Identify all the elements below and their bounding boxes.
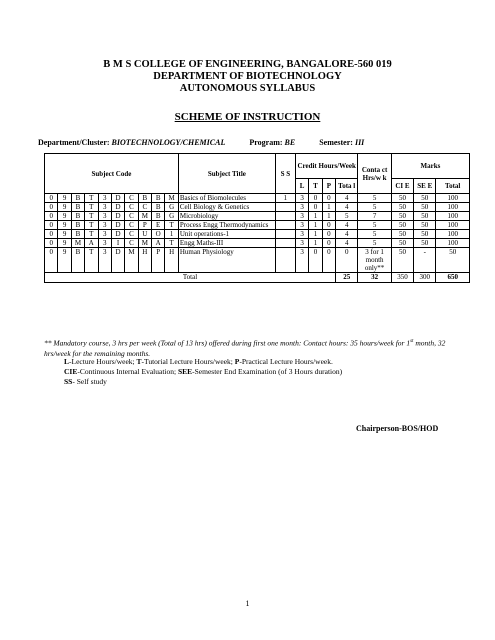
code-char: G bbox=[165, 203, 178, 212]
college-name: B M S COLLEGE OF ENGINEERING, BANGALORE-560 019 bbox=[103, 59, 392, 70]
subject-title: Microbiology bbox=[178, 212, 275, 221]
cie-value: 50 bbox=[391, 239, 413, 248]
see-value: 50 bbox=[414, 194, 436, 203]
header-t: T bbox=[309, 179, 322, 194]
totals-row bbox=[45, 273, 470, 283]
l-key: L bbox=[64, 357, 70, 366]
code-char: 9 bbox=[58, 239, 71, 248]
program-label: Program: bbox=[249, 138, 283, 147]
code-char: B bbox=[152, 212, 165, 221]
t-key: T bbox=[136, 357, 142, 366]
header-marks: Marks bbox=[391, 154, 469, 179]
contact-value: 5 bbox=[358, 230, 391, 239]
t-value: 0 bbox=[309, 248, 322, 273]
ss-text: - Self study bbox=[72, 377, 107, 386]
code-char: P bbox=[152, 248, 165, 273]
code-char: H bbox=[138, 248, 151, 273]
totals-cie: 350 bbox=[391, 273, 413, 283]
code-char: 9 bbox=[58, 221, 71, 230]
p-value: 0 bbox=[322, 239, 335, 248]
cie-value: 50 bbox=[391, 221, 413, 230]
contact-value: 5 bbox=[358, 194, 391, 203]
code-char: C bbox=[125, 239, 138, 248]
mandatory-note-sup: st bbox=[410, 339, 414, 344]
code-char: M bbox=[71, 239, 84, 248]
code-char: 0 bbox=[45, 239, 58, 248]
totals-credits: 25 bbox=[336, 273, 358, 283]
marks-total-value: 50 bbox=[436, 248, 470, 273]
code-char: D bbox=[111, 203, 124, 212]
p-value: 0 bbox=[322, 194, 335, 203]
chairperson-signature: Chairperson-BOS/HOD bbox=[356, 424, 439, 433]
credit-total-value: 4 bbox=[336, 230, 358, 239]
subject-title: Process Engg Thermodynamics bbox=[178, 221, 275, 230]
ss-value bbox=[275, 230, 295, 239]
totals-contact: 32 bbox=[358, 273, 391, 283]
table-row bbox=[45, 248, 470, 273]
code-char: B bbox=[71, 194, 84, 203]
dept-value: BIOTECHNOLOGY/CHEMICAL bbox=[111, 138, 226, 147]
see-value: 50 bbox=[414, 212, 436, 221]
subject-title: Unit operations-1 bbox=[178, 230, 275, 239]
totals-see: 300 bbox=[414, 273, 436, 283]
code-char: C bbox=[125, 230, 138, 239]
code-char: B bbox=[71, 212, 84, 221]
code-char: 3 bbox=[98, 230, 111, 239]
l-value: 3 bbox=[295, 221, 308, 230]
code-char: 9 bbox=[58, 230, 71, 239]
p-value: 1 bbox=[322, 203, 335, 212]
code-char: 1 bbox=[165, 230, 178, 239]
p-value: 0 bbox=[322, 221, 335, 230]
code-char: C bbox=[125, 194, 138, 203]
t-value: 1 bbox=[309, 239, 322, 248]
credit-total-value: 5 bbox=[336, 212, 358, 221]
code-char: B bbox=[71, 230, 84, 239]
table-row bbox=[45, 203, 470, 212]
see-key: SEE bbox=[177, 367, 193, 376]
department-program-line bbox=[38, 138, 364, 147]
subject-title: Engg Maths-III bbox=[178, 239, 275, 248]
ss-value bbox=[275, 221, 295, 230]
credit-total-value: 4 bbox=[336, 239, 358, 248]
code-char: P bbox=[138, 221, 151, 230]
ss-key: SS bbox=[64, 377, 73, 386]
scheme-title: SCHEME OF INSTRUCTION bbox=[174, 111, 321, 123]
table-row bbox=[45, 230, 470, 239]
code-char: U bbox=[138, 230, 151, 239]
marks-total-value: 100 bbox=[436, 221, 470, 230]
evaluation-legend bbox=[64, 367, 342, 377]
code-char: M bbox=[125, 248, 138, 273]
cie-value: 50 bbox=[391, 248, 413, 273]
code-char: C bbox=[125, 221, 138, 230]
semester-value: III bbox=[354, 138, 365, 147]
code-char: I bbox=[111, 239, 124, 248]
page-number: 1 bbox=[245, 599, 250, 608]
marks-total-value: 100 bbox=[436, 212, 470, 221]
code-char: 9 bbox=[58, 212, 71, 221]
marks-total-value: 100 bbox=[436, 194, 470, 203]
ltp-legend bbox=[64, 357, 333, 367]
l-value: 3 bbox=[295, 194, 308, 203]
see-value: - bbox=[414, 248, 436, 273]
code-char: 3 bbox=[98, 239, 111, 248]
code-char: 3 bbox=[98, 248, 111, 273]
cie-text: -Continuous Internal Evaluation; bbox=[77, 367, 178, 376]
code-char: T bbox=[85, 248, 98, 273]
p-value: 0 bbox=[322, 248, 335, 273]
subject-title: Basics of Biomolecules bbox=[178, 194, 275, 203]
l-value: 3 bbox=[295, 230, 308, 239]
contact-value: 5 bbox=[358, 239, 391, 248]
credit-total-value: 4 bbox=[336, 194, 358, 203]
see-value: 50 bbox=[414, 203, 436, 212]
cie-value: 50 bbox=[391, 203, 413, 212]
mandatory-note-b: month, 32 hrs/week for the remaining months. bbox=[44, 338, 446, 358]
l-value: 3 bbox=[295, 239, 308, 248]
table-row bbox=[45, 221, 470, 230]
p-key: P bbox=[234, 357, 240, 366]
p-value: 0 bbox=[322, 230, 335, 239]
see-value: 50 bbox=[414, 221, 436, 230]
table-row bbox=[45, 239, 470, 248]
contact-value: 7 bbox=[358, 212, 391, 221]
table-row bbox=[45, 212, 470, 221]
code-char: H bbox=[165, 248, 178, 273]
code-char: B bbox=[71, 221, 84, 230]
code-char: 9 bbox=[58, 194, 71, 203]
code-char: 0 bbox=[45, 212, 58, 221]
t-value: 0 bbox=[309, 194, 322, 203]
code-char: C bbox=[125, 212, 138, 221]
code-char: 3 bbox=[98, 194, 111, 203]
header-credit-total: Tota l bbox=[336, 179, 358, 194]
header-l: L bbox=[295, 179, 308, 194]
ss-value: 1 bbox=[275, 194, 295, 203]
code-char: 3 bbox=[98, 221, 111, 230]
contact-value: 3 for 1 month only** bbox=[358, 248, 391, 273]
code-char: T bbox=[165, 239, 178, 248]
l-value: 3 bbox=[295, 212, 308, 221]
subject-title: Cell Biology & Genetics bbox=[178, 203, 275, 212]
code-char: E bbox=[152, 221, 165, 230]
cie-value: 50 bbox=[391, 194, 413, 203]
table-row bbox=[45, 194, 470, 203]
header-cie: CI E bbox=[391, 179, 413, 194]
code-char: A bbox=[85, 239, 98, 248]
t-text: -Tutorial Lecture Hours/week; bbox=[141, 357, 235, 366]
code-char: T bbox=[85, 194, 98, 203]
marks-total-value: 100 bbox=[436, 239, 470, 248]
department-name: DEPARTMENT OF BIOTECHNOLOGY bbox=[153, 71, 342, 82]
code-char: D bbox=[111, 212, 124, 221]
cie-value: 50 bbox=[391, 230, 413, 239]
code-char: B bbox=[152, 194, 165, 203]
header-marks-total: Total bbox=[436, 179, 470, 194]
l-value: 3 bbox=[295, 248, 308, 273]
code-char: B bbox=[138, 194, 151, 203]
cie-key: CIE bbox=[64, 367, 78, 376]
code-char: 9 bbox=[58, 248, 71, 273]
code-char: T bbox=[85, 221, 98, 230]
header-subject-code: Subject Code bbox=[45, 154, 179, 194]
cie-value: 50 bbox=[391, 212, 413, 221]
t-value: 1 bbox=[309, 221, 322, 230]
header-ss: S S bbox=[275, 154, 295, 194]
see-value: 50 bbox=[414, 230, 436, 239]
dept-label: Department/Cluster: bbox=[38, 138, 110, 147]
code-char: D bbox=[111, 221, 124, 230]
code-char: D bbox=[111, 230, 124, 239]
t-value: 1 bbox=[309, 230, 322, 239]
code-char: G bbox=[165, 212, 178, 221]
code-char: T bbox=[165, 221, 178, 230]
p-text: -Practical Lecture Hours/week. bbox=[239, 357, 333, 366]
marks-total-value: 100 bbox=[436, 230, 470, 239]
semester-label: Semester: bbox=[319, 138, 353, 147]
ss-value bbox=[275, 248, 295, 273]
code-char: D bbox=[111, 194, 124, 203]
code-char: 3 bbox=[98, 203, 111, 212]
code-char: T bbox=[85, 212, 98, 221]
see-text: -Semester End Examination (of 3 Hours duration) bbox=[192, 367, 343, 376]
l-value: 3 bbox=[295, 203, 308, 212]
code-char: D bbox=[111, 248, 124, 273]
header-subject-title: Subject Title bbox=[178, 154, 275, 194]
code-char: 9 bbox=[58, 203, 71, 212]
subject-title: Human Physiology bbox=[178, 248, 275, 273]
code-char: B bbox=[71, 203, 84, 212]
code-char: T bbox=[85, 230, 98, 239]
ss-value bbox=[275, 212, 295, 221]
scheme-table bbox=[44, 153, 470, 283]
totals-marks: 650 bbox=[436, 273, 470, 283]
contact-value: 5 bbox=[358, 221, 391, 230]
code-char: T bbox=[85, 203, 98, 212]
syllabus-title: AUTONOMOUS SYLLABUS bbox=[179, 83, 316, 94]
code-char: C bbox=[125, 203, 138, 212]
t-value: 1 bbox=[309, 212, 322, 221]
code-char: 0 bbox=[45, 221, 58, 230]
mandatory-note bbox=[44, 337, 454, 359]
code-char: M bbox=[165, 194, 178, 203]
ss-legend bbox=[64, 377, 107, 387]
ss-value bbox=[275, 203, 295, 212]
code-char: B bbox=[71, 248, 84, 273]
code-char: 0 bbox=[45, 194, 58, 203]
l-text: -Lecture Hours/week; bbox=[69, 357, 137, 366]
see-value: 50 bbox=[414, 239, 436, 248]
code-char: C bbox=[138, 203, 151, 212]
header-see: SE E bbox=[414, 179, 436, 194]
code-char: 0 bbox=[45, 203, 58, 212]
totals-label: Total bbox=[45, 273, 336, 283]
credit-total-value: 4 bbox=[336, 221, 358, 230]
marks-total-value: 100 bbox=[436, 203, 470, 212]
header-p: P bbox=[322, 179, 335, 194]
code-char: 3 bbox=[98, 212, 111, 221]
mandatory-note-a: ** Mandatory course, 3 hrs per week (Total of 13 hrs) offered during first one month: Contact hours: 35 hours/week for 1 bbox=[44, 338, 411, 348]
p-value: 1 bbox=[322, 212, 335, 221]
credit-total-value: 4 bbox=[336, 203, 358, 212]
credit-total-value: 0 bbox=[336, 248, 358, 273]
t-value: 0 bbox=[309, 203, 322, 212]
header-credit-hours: Credit Hours/Week bbox=[295, 154, 357, 179]
code-char: M bbox=[138, 212, 151, 221]
code-char: O bbox=[152, 230, 165, 239]
header-contact-hours: Conta ct Hrs/w k bbox=[358, 154, 391, 194]
code-char: M bbox=[138, 239, 151, 248]
ss-value bbox=[275, 239, 295, 248]
code-char: A bbox=[152, 239, 165, 248]
program-value: BE bbox=[284, 138, 296, 147]
code-char: 0 bbox=[45, 230, 58, 239]
contact-value: 5 bbox=[358, 203, 391, 212]
code-char: B bbox=[152, 203, 165, 212]
code-char: 0 bbox=[45, 248, 58, 273]
